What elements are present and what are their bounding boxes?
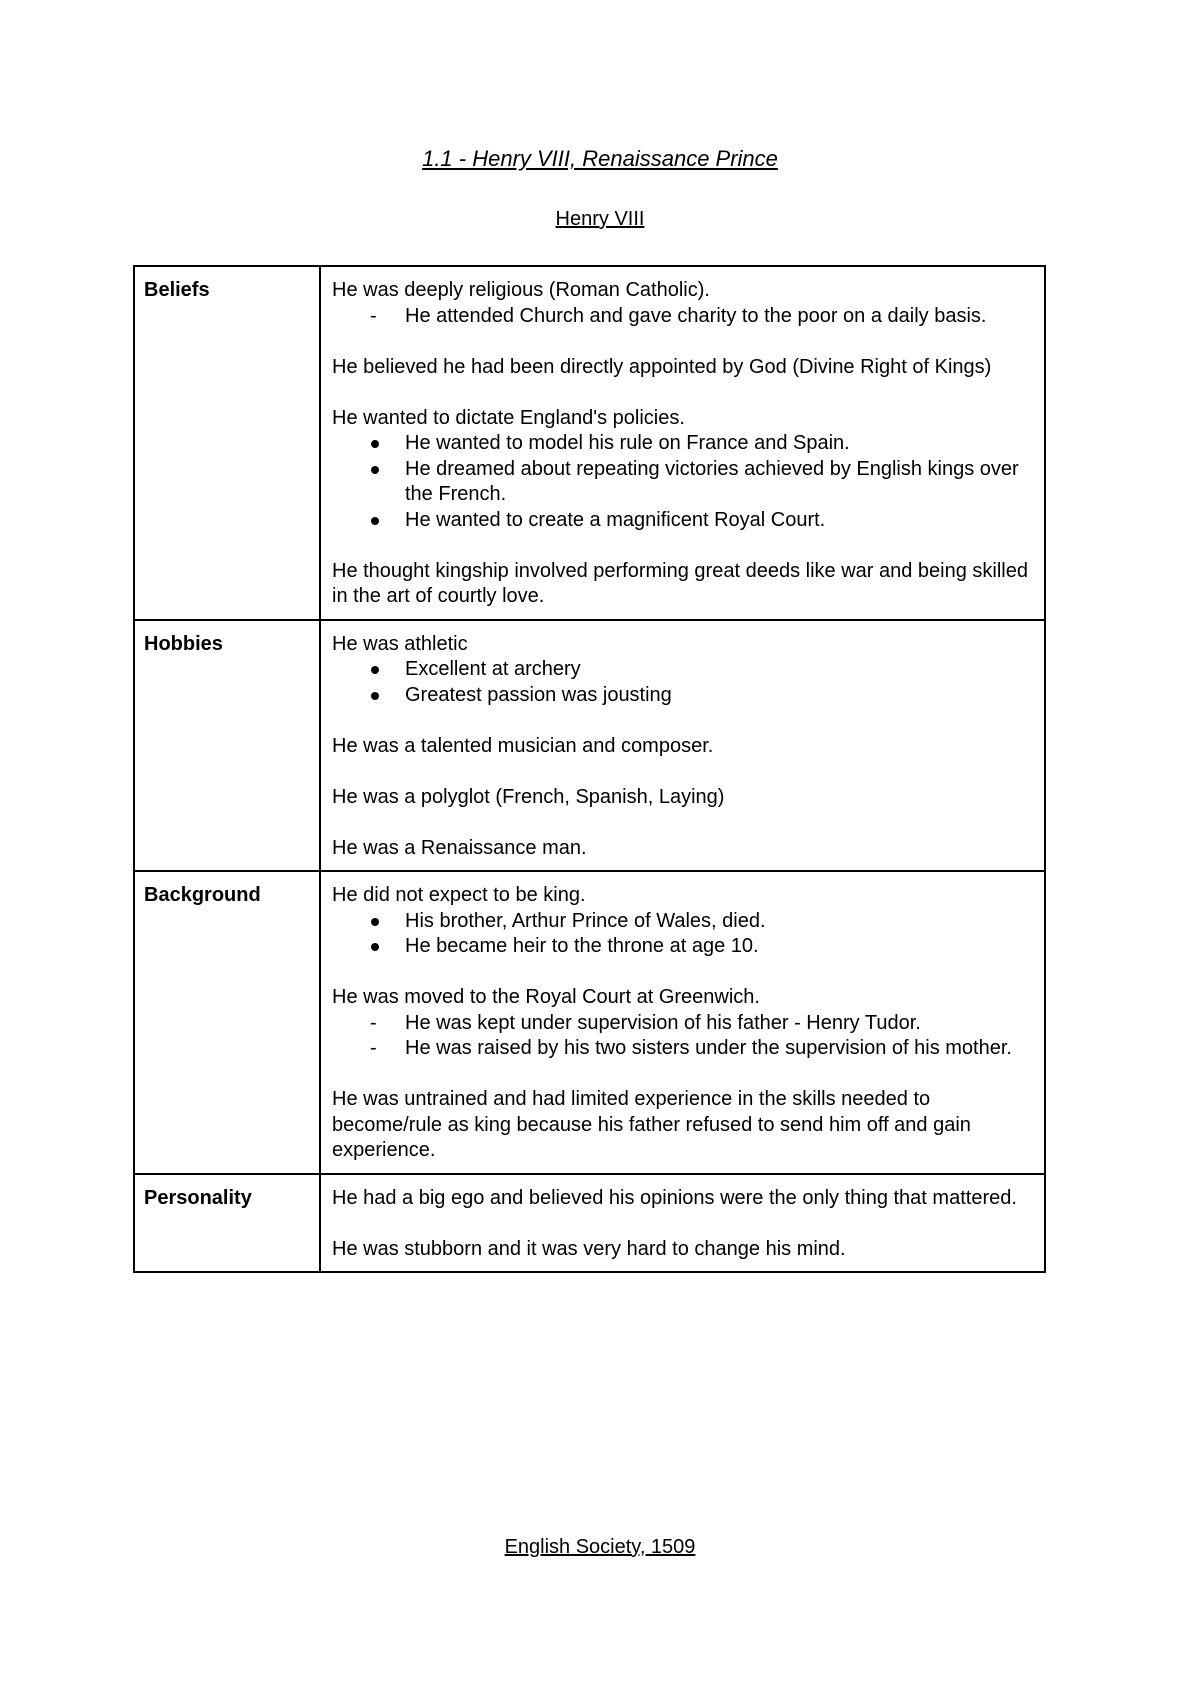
bullet-item: [332, 909, 1034, 935]
note-block: [332, 883, 1034, 960]
bullet-item: [332, 657, 1034, 683]
note-text: He was untrained and had limited experience in the skills needed to become/rule as king because his father refused to send him off and gain experience.: [332, 1088, 971, 1161]
dot-bullet-icon: [371, 666, 379, 674]
note-block: [332, 1237, 1034, 1263]
table-row-hobbies: [134, 620, 1045, 872]
bullet-list: [332, 909, 1034, 960]
dot-bullet-icon: [371, 466, 379, 474]
note-text: He was a polyglot (French, Spanish, Laying): [332, 785, 725, 808]
note-text: He was athletic: [332, 632, 468, 655]
bullet-item: [332, 1011, 1034, 1037]
note-block: [332, 785, 1034, 811]
note-text: He did not expect to be king.: [332, 884, 586, 906]
note-text: He was deeply religious (Roman Catholic).: [332, 279, 710, 301]
note-block: [332, 632, 1034, 709]
bullet-text: He wanted to model his rule on France and Spain.: [405, 432, 850, 454]
bullet-item: [332, 1036, 1034, 1062]
note-block: [332, 1087, 1034, 1164]
note-text: He believed he had been directly appointed by God (Divine Right of Kings): [332, 355, 992, 378]
dot-bullet-icon: [371, 517, 379, 525]
row-label: Hobbies: [134, 620, 320, 872]
note-block: [332, 985, 1034, 1062]
table-row-background: [134, 871, 1045, 1174]
row-label: Beliefs: [134, 266, 320, 620]
notes-table-body: [134, 266, 1045, 1272]
bullet-text: He was raised by his two sisters under the supervision of his mother.: [405, 1037, 1012, 1059]
row-content: [320, 620, 1045, 872]
note-block: [332, 1186, 1034, 1212]
bullet-item: [332, 508, 1034, 534]
dash-bullet-icon: -: [370, 304, 377, 327]
row-label: Personality: [134, 1174, 320, 1273]
note-text: He was a talented musician and composer.: [332, 734, 714, 757]
dash-bullet-icon: -: [370, 1011, 377, 1034]
note-text: He wanted to dictate England's policies.: [332, 406, 685, 429]
note-text: He was moved to the Royal Court at Greenwich.: [332, 986, 760, 1008]
note-block: [332, 278, 1034, 329]
bullet-item: [332, 304, 1034, 330]
bullet-list: [332, 1011, 1034, 1062]
bullet-list: [332, 657, 1034, 708]
note-text: He was stubborn and it was very hard to change his mind.: [332, 1237, 846, 1260]
bullet-text: Excellent at archery: [405, 658, 581, 680]
bullet-item: [332, 934, 1034, 960]
bullet-item: [332, 457, 1034, 508]
note-text: He thought kingship involved performing great deeds like war and being skilled in the art of courtly love.: [332, 559, 1028, 607]
note-text: He was a Renaissance man.: [332, 836, 587, 859]
next-section-heading: English Society, 1509: [504, 1536, 696, 1558]
bullet-item: [332, 683, 1034, 709]
table-row-personality: [134, 1174, 1045, 1273]
notes-table: [133, 265, 1046, 1273]
bullet-item: [332, 431, 1034, 457]
table-row-beliefs: [134, 266, 1045, 620]
bullet-text: His brother, Arthur Prince of Wales, died.: [405, 909, 766, 932]
note-block: [332, 559, 1034, 610]
bullet-text: He was kept under supervision of his father - Henry Tudor.: [405, 1011, 921, 1034]
note-block: [332, 406, 1034, 534]
bullet-text: Greatest passion was jousting: [405, 683, 672, 706]
note-block: [332, 836, 1034, 862]
dash-bullet-icon: -: [370, 1037, 377, 1059]
dot-bullet-icon: [371, 440, 379, 448]
bullet-text: He dreamed about repeating victories achieved by English kings over the French.: [405, 457, 1019, 505]
note-text: He had a big ego and believed his opinions were the only thing that mattered.: [332, 1186, 1017, 1209]
dot-bullet-icon: [371, 943, 379, 951]
page-title: 1.1 - Henry VIII, Renaissance Prince: [422, 146, 778, 171]
note-block: [332, 734, 1034, 760]
bullet-text: He attended Church and gave charity to the poor on a daily basis.: [405, 304, 987, 327]
page-subtitle: Henry VIII: [555, 208, 645, 230]
row-label: Background: [134, 871, 320, 1174]
row-content: [320, 871, 1045, 1174]
row-content: [320, 1174, 1045, 1273]
note-block: [332, 355, 1034, 381]
dot-bullet-icon: [371, 918, 379, 926]
bullet-list: [332, 431, 1034, 533]
bullet-text: He wanted to create a magnificent Royal Court.: [405, 508, 826, 531]
bullet-list: [332, 304, 1034, 330]
bullet-text: He became heir to the throne at age 10.: [405, 935, 759, 957]
row-content: [320, 266, 1045, 620]
dot-bullet-icon: [371, 692, 379, 700]
